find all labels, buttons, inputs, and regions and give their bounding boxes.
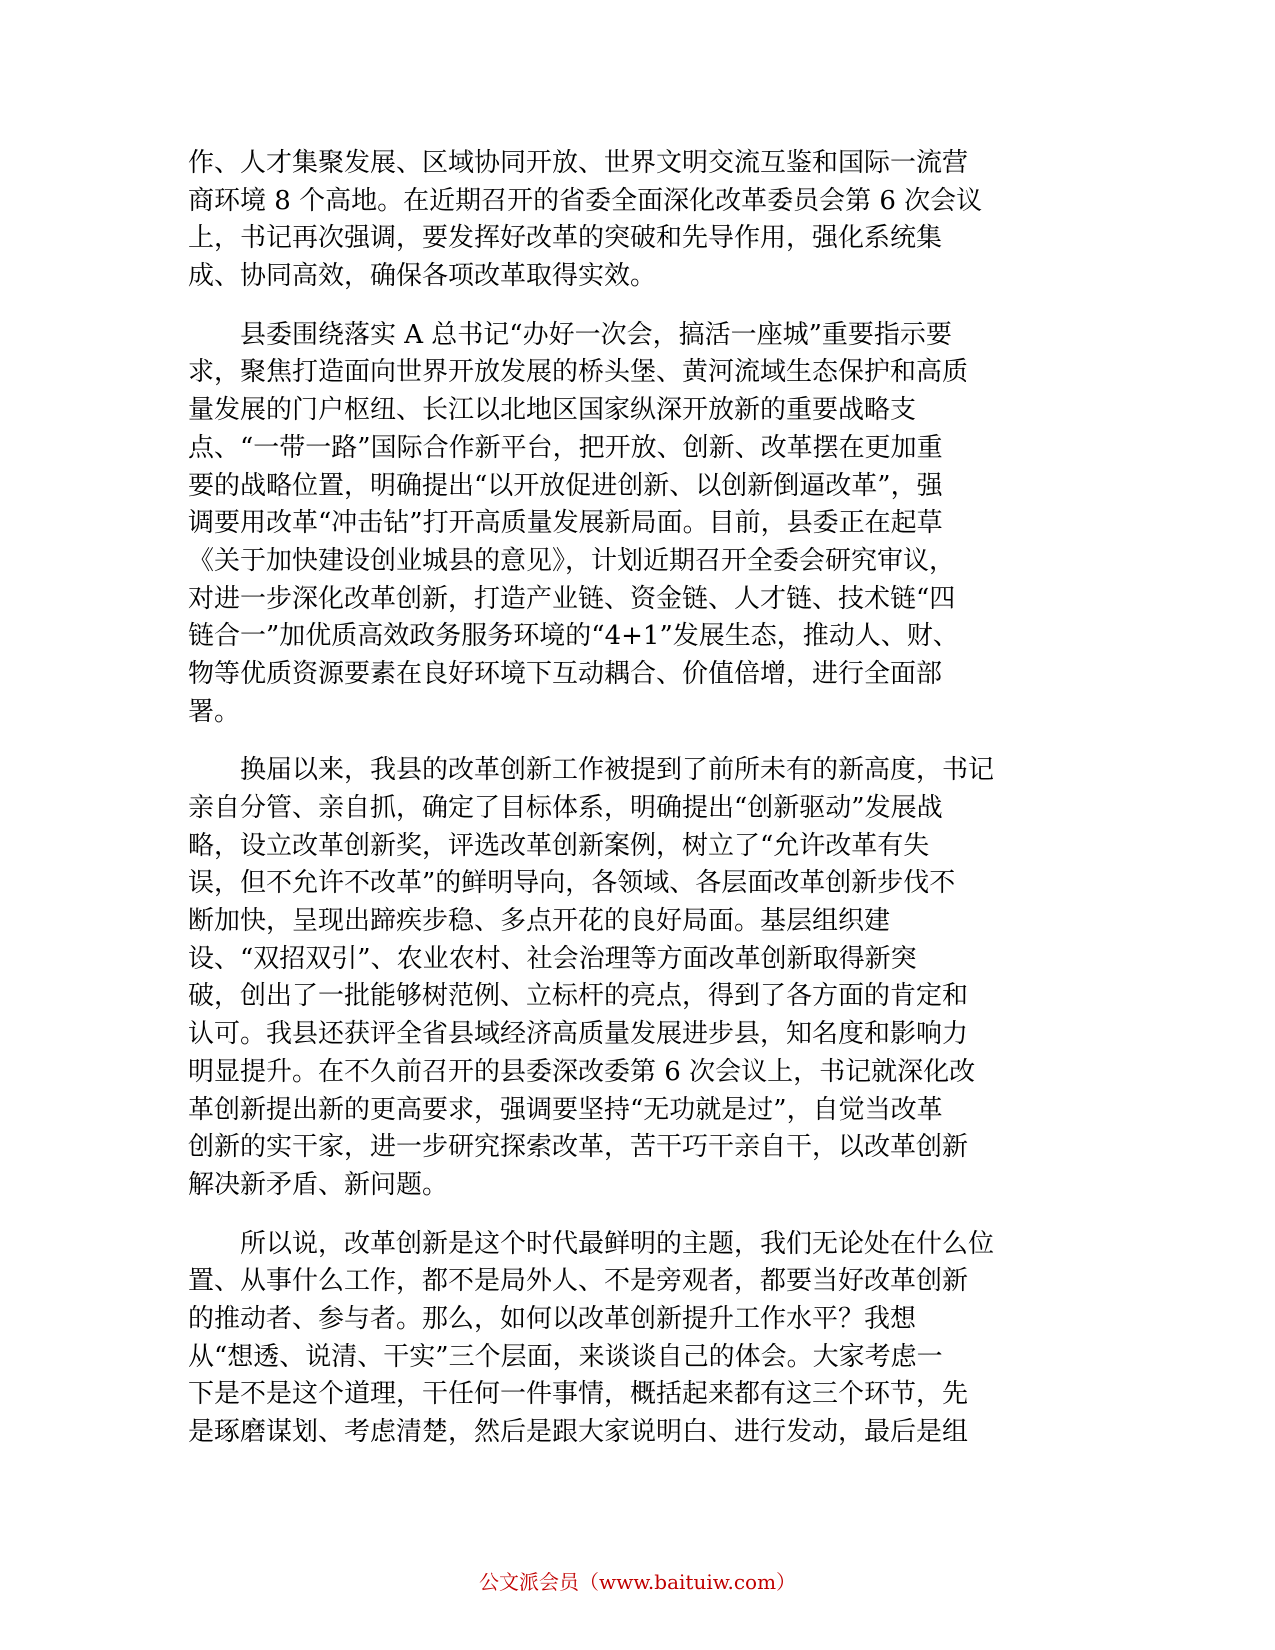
text-line: 断加快，呈现出蹄疾步稳、多点开花的良好局面。基层组织建 bbox=[188, 906, 891, 937]
footer-watermark: 公文派会员（www.baituiw.com） bbox=[478, 1570, 797, 1594]
paragraph bbox=[188, 1226, 1068, 1452]
paragraph bbox=[188, 145, 1068, 296]
text-line: 对进一步深化改革创新，打造产业链、资金链、人才链、技术链“四 bbox=[188, 583, 956, 614]
text-line: 是琢磨谋划、考虑清楚，然后是跟大家说明白、进行发动，最后是组 bbox=[188, 1417, 969, 1447]
text-line: 破，创出了一批能够树范例、立标杆的亮点，得到了各方面的肯定和 bbox=[188, 981, 969, 1012]
text-line: 略，设立改革创新奖，评选改革创新案例，树立了“允许改革有失 bbox=[188, 830, 930, 861]
text-line: 链合一”加优质高效政务服务环境的“4+1”发展生态，推动人、财、 bbox=[188, 621, 959, 652]
text-line: 点、“一带一路”国际合作新平台，把开放、创新、改革摆在更加重 bbox=[188, 432, 943, 463]
body-text bbox=[188, 145, 1068, 1473]
text-line: 县委围绕落实 A 总书记“办好一次会，搞活一座城”重要指示要 bbox=[188, 319, 952, 350]
text-line: 作、人才集聚发展、区域协同开放、世界文明交流互鉴和国际一流营 bbox=[188, 148, 969, 178]
text-line: 成、协同高效，确保各项改革取得实效。 bbox=[188, 261, 657, 292]
text-line: 换届以来，我县的改革创新工作被提到了前所未有的新高度，书记 bbox=[188, 755, 995, 786]
text-line: 所以说，改革创新是这个时代最鲜明的主题，我们无论处在什么位 bbox=[188, 1228, 995, 1259]
text-line: 商环境 8 个高地。在近期召开的省委全面深化改革委员会第 6 次会议 bbox=[188, 185, 983, 216]
text-line: 误，但不允许不改革”的鲜明导向，各领域、各层面改革创新步伐不 bbox=[188, 868, 956, 899]
text-line: 署。 bbox=[188, 696, 241, 727]
text-line: 下是不是这个道理，干任何一件事情，概括起来都有这三个环节，先 bbox=[188, 1379, 969, 1410]
text-line: 置、从事什么工作，都不是局外人、不是旁观者，都要当好改革创新 bbox=[188, 1266, 969, 1297]
text-line: 量发展的门户枢纽、长江以北地区国家纵深开放新的重要战略支 bbox=[188, 395, 917, 426]
text-line: 的推动者、参与者。那么，如何以改革创新提升工作水平？我想 bbox=[188, 1303, 917, 1334]
text-line: 解决新矛盾、新问题。 bbox=[188, 1169, 449, 1200]
text-line: 从“想透、说清、干实”三个层面，来谈谈自己的体会。大家考虑一 bbox=[188, 1341, 943, 1372]
text-line: 亲自分管、亲自抓，确定了目标体系，明确提出“创新驱动”发展战 bbox=[188, 793, 943, 823]
text-line: 《关于加快建设创业城县的意见》，计划近期召开全委会研究审议， bbox=[188, 545, 956, 576]
text-line: 设、“双招双引”、农业农村、社会治理等方面改革创新取得新突 bbox=[188, 943, 917, 974]
text-line: 上，书记再次强调，要发挥好改革的突破和先导作用，强化系统集 bbox=[188, 223, 943, 254]
text-line: 调要用改革“冲击钻”打开高质量发展新局面。目前，县委正在起草 bbox=[188, 508, 943, 539]
paragraph bbox=[188, 317, 1068, 732]
text-line: 求，聚焦打造面向世界开放发展的桥头堡、黄河流域生态保护和高质 bbox=[188, 357, 969, 388]
text-line: 革创新提出新的更高要求，强调要坚持“无功就是过”，自觉当改革 bbox=[188, 1094, 943, 1125]
text-line: 明显提升。在不久前召开的县委深改委第 6 次会议上，书记就深化改 bbox=[188, 1056, 976, 1087]
text-line: 要的战略位置，明确提出“以开放促进创新、以创新倒逼改革”，强 bbox=[188, 470, 943, 501]
paragraph bbox=[188, 752, 1068, 1204]
text-line: 物等优质资源要素在良好环境下互动耦合、价值倍增，进行全面部 bbox=[188, 658, 943, 689]
text-line: 认可。我县还获评全省县域经济高质量发展进步县，知名度和影响力 bbox=[188, 1019, 969, 1050]
text-line: 创新的实干家，进一步研究探索改革，苦干巧干亲自干，以改革创新 bbox=[188, 1132, 969, 1163]
